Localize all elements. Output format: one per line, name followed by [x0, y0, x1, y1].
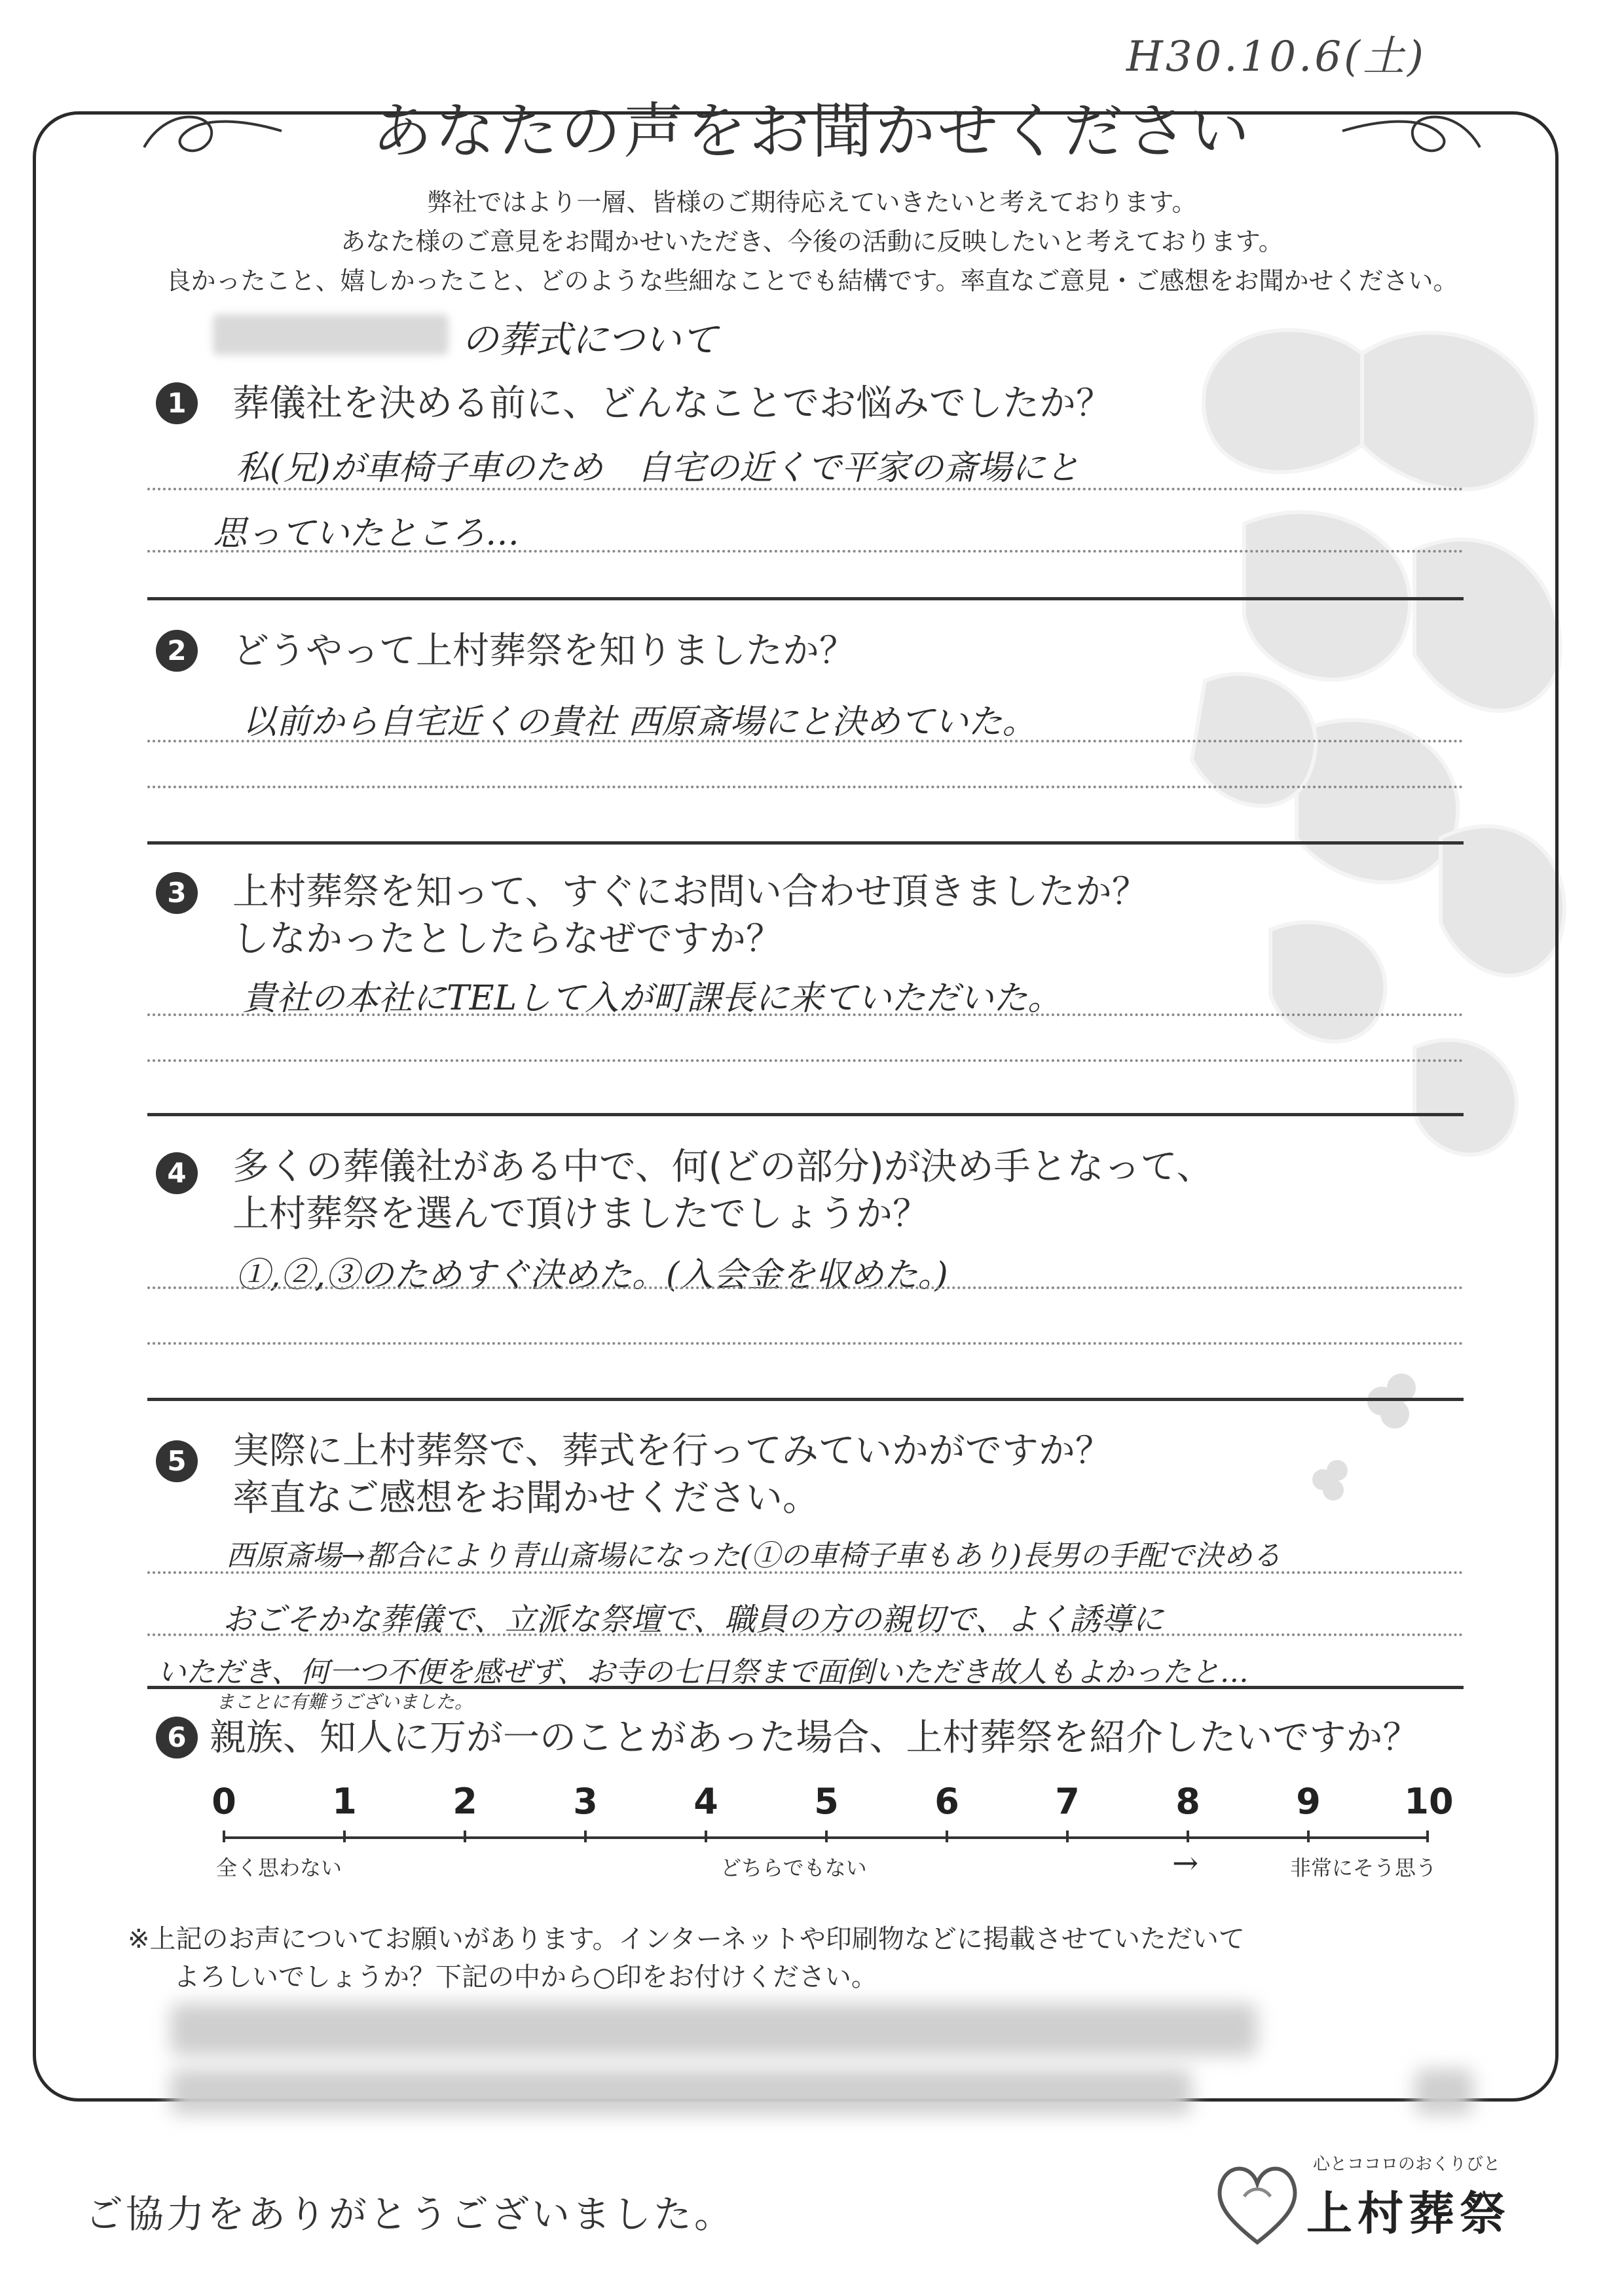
redacted-permission-options-3	[1414, 2069, 1473, 2115]
answer-4-line-1: ①,②,③のためすぐ決めた。(入会金を収めた。)	[236, 1256, 948, 1295]
scale-label-low: 全く思わない	[216, 1855, 342, 1880]
answer-1-line-1: 私(兄)が車椅子車のため 自宅の近くで平家の斎場にと	[236, 448, 1080, 488]
company-logo	[1215, 2151, 1529, 2249]
answer-5-line-2: おごそかな葬儀で、立派な祭壇で、職員の方の親切で、よく誘導に	[223, 1601, 1164, 1638]
scale-tick	[464, 1831, 466, 1842]
question-4-text-line-2: 上村葬祭を選んで頂けましたでしょうか？	[232, 1193, 929, 1235]
question-5-number: 5	[156, 1440, 198, 1482]
question-5-text-line-2: 率直なご感想をお聞かせください。	[232, 1477, 819, 1520]
question-3-number: 3	[156, 872, 198, 914]
answer-3-rule-2	[147, 1059, 1464, 1062]
scale-tick	[946, 1831, 948, 1842]
scale-number-7[interactable]: 7	[1055, 1781, 1080, 1822]
question-3-text-line-2: しなかったとしたらなぜですか？	[232, 918, 783, 960]
title-banner	[131, 75, 1493, 173]
scale-number-4[interactable]: 4	[693, 1781, 718, 1822]
scale-number-10[interactable]: 10	[1404, 1781, 1454, 1822]
question-3-text-line-1: 上村葬祭を知って、すぐにお問い合わせ頂きましたか？	[232, 871, 1149, 913]
scale-tick	[705, 1831, 707, 1842]
handwritten-date: H30.10.6(土)	[1126, 33, 1427, 81]
redacted-permission-options-1	[170, 2003, 1257, 2056]
scale-number-9[interactable]: 9	[1296, 1781, 1321, 1822]
answer-2-line-1: 以前から自宅近くの貴社 西原斎場にと決めていた。	[242, 702, 1037, 742]
question-5-text-line-1: 実際に上村葬祭で、葬式を行ってみていかがですか？	[232, 1430, 1112, 1472]
answer-5-line-1: 西原斎場→都合により青山斎場になった(①の車椅子車もあり)長男の手配で決める	[226, 1539, 1282, 1573]
rating-scale	[190, 1768, 1473, 1899]
scale-label-high: 非常にそう思う	[1290, 1855, 1437, 1880]
answer-4-rule-2	[147, 1342, 1464, 1345]
note-line-2: よろしいでしょうか？下記の中から○印をお付けください。	[174, 1962, 877, 1992]
question-2-number: 2	[156, 630, 198, 672]
scale-number-1[interactable]: 1	[332, 1781, 357, 1822]
intro-line-2: あなた様のご意見をお聞かせいただき、今後の活動に反映したいと考えております。	[341, 227, 1283, 256]
answer-3-line-1: 貴社の本社にTELして入が町課長に来ていただいた。	[242, 979, 1062, 1018]
scale-label-mid: どちらでもない	[720, 1855, 867, 1880]
question-4-number: 4	[156, 1152, 198, 1194]
heart-logo-icon	[1215, 2157, 1300, 2249]
answer-2-rule-2	[147, 786, 1464, 788]
scale-tick	[223, 1831, 225, 1842]
redacted-name	[213, 314, 449, 355]
intro-line-3: 良かったこと、嬉しかったこと、どのような些細なことでも結構です。率直なご意見・ご感想をお聞かせください。	[166, 266, 1458, 295]
scale-tick	[1187, 1831, 1189, 1842]
section-divider-3	[147, 1113, 1464, 1116]
section-divider-1	[147, 597, 1464, 600]
intro-line-1: 弊社ではより一層、皆様のご期待応えていきたいと考えております。	[427, 188, 1197, 217]
question-6-number: 6	[156, 1717, 198, 1758]
answer-5-rule-1	[147, 1571, 1464, 1574]
question-1-number: 1	[156, 382, 198, 424]
answer-2-rule-1	[147, 740, 1464, 742]
page-title: あなたの声をお聞かせください	[371, 96, 1252, 166]
answer-5-line-3: いただき、何一つ不便を感ぜず、お寺の七日祭まで面倒いただき故人もよかったと…	[157, 1656, 1249, 1689]
scale-tick	[1426, 1831, 1429, 1842]
section-divider-2	[147, 841, 1464, 845]
scale-number-2[interactable]: 2	[452, 1781, 477, 1822]
question-4-text-line-1: 多くの葬儀社がある中で、何(どの部分)が決め手となって、	[232, 1146, 1213, 1188]
section-divider-4	[147, 1398, 1464, 1401]
thank-you-message: ご協力をありがとうございました。	[85, 2192, 735, 2236]
scale-number-5[interactable]: 5	[814, 1781, 839, 1822]
logo-tagline: 心とココロのおくりびと	[1313, 2155, 1501, 2174]
answer-1-rule-2	[147, 550, 1464, 553]
scale-number-3[interactable]: 3	[573, 1781, 598, 1822]
question-6-text: 親族、知人に万が一のことがあった場合、上村葬祭を紹介したいですか？	[210, 1717, 1420, 1759]
answer-5-rule-2	[147, 1633, 1464, 1636]
subject-handwritten: の葬式について	[462, 319, 718, 361]
logo-company-name: 上村葬祭	[1306, 2187, 1511, 2240]
answer-3-rule-1	[147, 1013, 1464, 1016]
scale-number-6[interactable]: 6	[934, 1781, 959, 1822]
note-line-1: ※上記のお声についてお願いがあります。インターネットや印刷物などに掲載させていただいて	[128, 1924, 1245, 1954]
scale-tick	[584, 1831, 587, 1842]
redacted-permission-options-2	[170, 2069, 1192, 2115]
answer-1-rule-1	[147, 488, 1464, 490]
scale-tick	[1307, 1831, 1310, 1842]
scale-number-8[interactable]: 8	[1175, 1781, 1200, 1822]
handwritten-arrow-mark: →	[1172, 1845, 1199, 1882]
answer-4-rule-1	[147, 1286, 1464, 1289]
scale-tick	[825, 1831, 828, 1842]
question-2-text: どうやって上村葬祭を知りましたか？	[232, 630, 856, 672]
scale-tick	[343, 1831, 346, 1842]
answer-1-line-2: 思っていたところ…	[213, 514, 520, 553]
question-1-text: 葬儀社を決める前に、どんなことでお悩みでしたか？	[232, 382, 1113, 425]
answer-5-line-4: まことに有難うございました。	[216, 1691, 473, 1713]
scale-number-0[interactable]: 0	[212, 1781, 236, 1822]
scale-tick	[1066, 1831, 1069, 1842]
